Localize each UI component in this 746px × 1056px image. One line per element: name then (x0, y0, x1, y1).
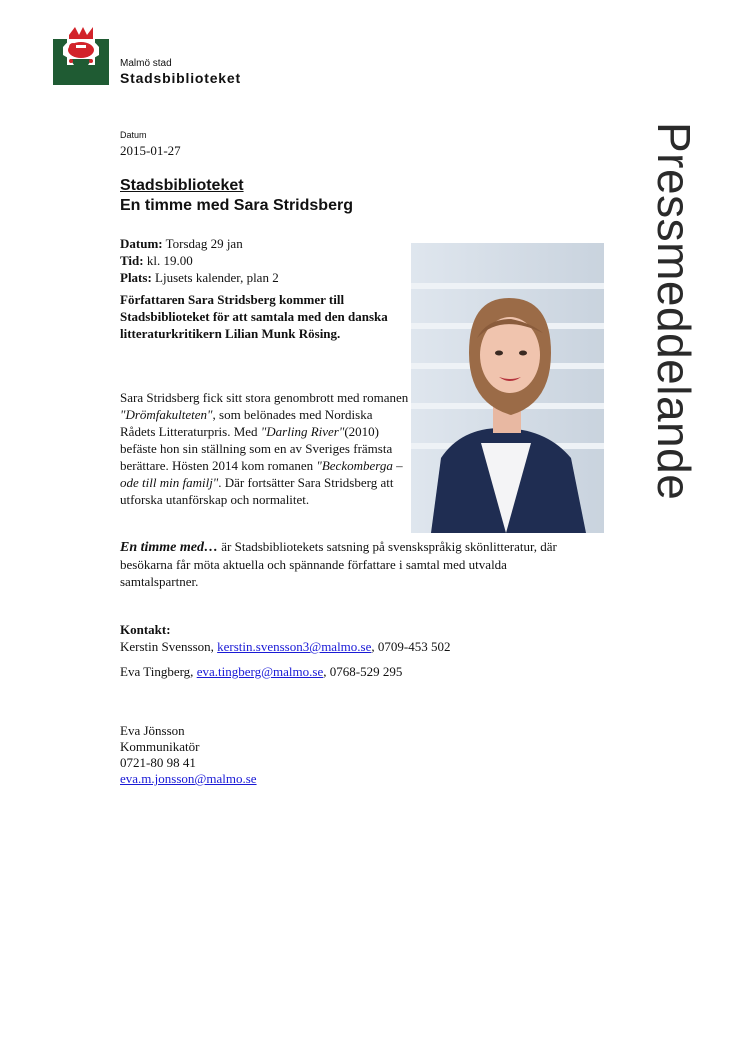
contact-row-2 (120, 663, 450, 680)
contact-1-phone: , 0709-453 502 (371, 639, 451, 654)
tid-label: Tid: (120, 253, 144, 268)
datum-value: Torsdag 29 jan (162, 236, 243, 251)
city-name: Malmö stad (120, 58, 172, 69)
info-tid (120, 252, 279, 269)
date-value: 2015-01-27 (120, 143, 181, 158)
signature (120, 723, 257, 787)
signature-phone: 0721-80 98 41 (120, 755, 196, 770)
headline-line2: En timme med Sara Stridsberg (120, 197, 353, 214)
plats-value: Ljusets kalender, plan 2 (151, 270, 279, 285)
tid-value: kl. 19.00 (143, 253, 193, 268)
headline (120, 176, 353, 216)
contact-2-phone: , 0768-529 295 (323, 664, 403, 679)
info-datum (120, 235, 279, 252)
book-title-2: "Darling River" (260, 424, 345, 439)
library-name: Stadsbiblioteket (120, 70, 241, 86)
lead-paragraph: Författaren Sara Stridsberg kommer till Stadsbiblioteket för att samtala med den danska litteraturkritikern Lilian Munk Rösing. (120, 292, 388, 341)
contact-2-name: Eva Tingberg, (120, 664, 197, 679)
body-paragraph-1 (120, 389, 410, 508)
body-paragraph-2 (120, 538, 570, 590)
contact-section (120, 621, 450, 680)
signature-name: Eva Jönsson (120, 723, 185, 738)
contact-1-name: Kerstin Svensson, (120, 639, 218, 654)
author-photo (411, 243, 604, 533)
event-info (120, 235, 279, 286)
signature-email-link[interactable]: eva.m.jonsson@malmo.se (120, 771, 257, 786)
body1-text1: Sara Stridsberg fick sitt stora genombrott med romanen (120, 390, 409, 405)
headline-line1: Stadsbiblioteket (120, 177, 244, 194)
side-title (648, 122, 708, 562)
contact-row-1 (120, 638, 450, 655)
organization-name (120, 58, 241, 87)
series-name: En timme med… (120, 540, 218, 555)
date-label: Datum (120, 130, 147, 140)
body2-text: är Stadsbibliotekets satsning på svenskspråkig skönlitteratur, där besökarna får möta aktuella och spännande författare i samtal med utvalda samtalspartner. (120, 539, 557, 589)
info-plats (120, 269, 279, 286)
side-title-text: Pressmeddelande (648, 122, 700, 501)
book-title-1: "Drömfakulteten" (120, 407, 213, 422)
body1-text4: . Där fortsätter Sara Stridsberg att utforska utanförskap och normalitet. (120, 475, 394, 507)
book-title-3: "Beckomberga – ode till min familj" (120, 458, 403, 490)
contact-2-email-link[interactable]: eva.tingberg@malmo.se (196, 664, 324, 679)
malmo-coat-of-arms-icon (53, 25, 109, 85)
contact-label: Kontakt: (120, 622, 171, 637)
body1-text2: , som belönades med Nordiska Rådets Litteraturpris. Med (120, 407, 373, 439)
signature-title: Kommunikatör (120, 739, 200, 754)
contact-1-email-link[interactable]: kerstin.svensson3@malmo.se (217, 639, 372, 654)
plats-label: Plats: (120, 270, 152, 285)
datum-label: Datum: (120, 236, 163, 251)
body1-text3: (2010) befäste hon sin ställning som en av Sveriges främsta berättare. Hösten 2014 kom romanen (120, 424, 393, 473)
